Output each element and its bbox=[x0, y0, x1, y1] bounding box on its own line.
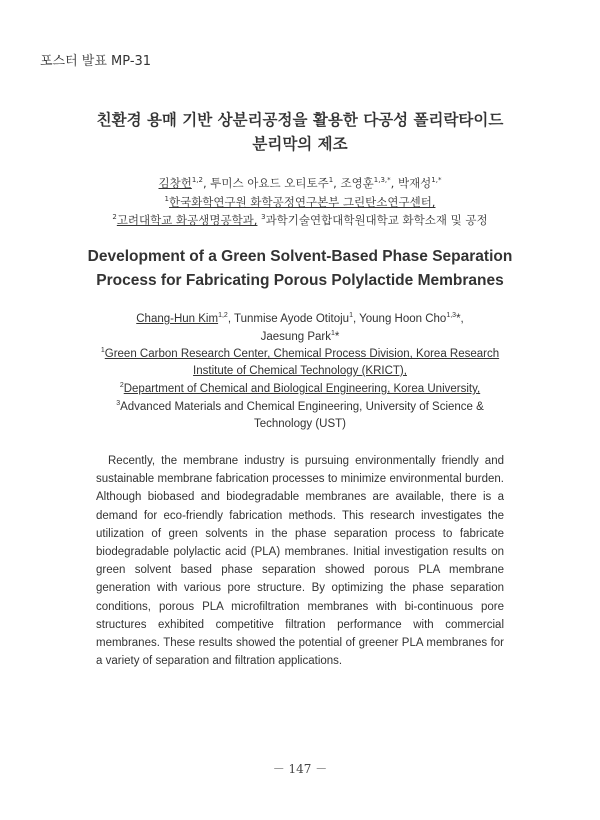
english-author-4: Jaesung Park bbox=[260, 331, 331, 343]
english-affiliation-1-line1 bbox=[0, 346, 600, 363]
sep: , bbox=[202, 176, 211, 190]
english-affiliation-2 bbox=[0, 381, 600, 398]
korean-title-line1: 친환경 용매 기반 상분리공정을 활용한 다공성 폴리락타이드 bbox=[96, 111, 504, 129]
english-affil1-text: Green Carbon Research Center, Chemical Process Division, Korea Research bbox=[104, 348, 500, 360]
korean-affil2-text: 고려대학교 화공생명공학과, bbox=[116, 213, 258, 227]
english-author-3: , Young Hoon Cho bbox=[352, 313, 447, 325]
korean-author-2-sup: 1 bbox=[328, 176, 334, 185]
korean-author-3: 조영훈 bbox=[340, 176, 374, 190]
korean-affiliation-1 bbox=[0, 194, 600, 210]
author-mark: * bbox=[334, 331, 340, 343]
english-affil3-text-2: Technology (UST) bbox=[253, 418, 347, 430]
affil-sup: 3 bbox=[116, 400, 121, 408]
korean-affil1-text: 한국화학연구원 화학공정연구본부 그린탄소연구센터, bbox=[168, 195, 436, 209]
korean-author-1-sup: 1,2 bbox=[191, 176, 203, 185]
affil-sup: 3 bbox=[261, 213, 266, 222]
affil-sup: 2 bbox=[119, 382, 124, 390]
affil-sup: 1 bbox=[164, 195, 169, 204]
english-affiliation-3-line1 bbox=[0, 399, 600, 416]
abstract-paragraph: Recently, the membrane industry is pursuing environmentally friendly and sustainable membrane fabrication processes to minimize environmental burden. Although biobased and biodegradable membranes are available, there is a demand for eco-friendly fabrication methods. This research investigates the utilization of green solvents in the phase separation process to fabricate biodegradable polylactic acid (PLA) membranes. Initial investigation results on green solvent based phase separation showed porous PLA membrane generation with various pore structure. By optimizing the phase separation conditions, porous PLA microfiltration membranes with bi-continuous pore structures exhibited competitive filtration performance with commercial membranes. These results showed the potential of greener PLA membranes for a variety of separation and filtration applications. bbox=[96, 455, 504, 668]
english-affiliation-3-line2 bbox=[0, 416, 600, 433]
korean-author-2: 투미스 아요드 오티토주 bbox=[210, 176, 329, 190]
english-title-line2: Process for Fabricating Porous Polylactide Membranes bbox=[96, 272, 504, 289]
affil-sup: 2 bbox=[112, 213, 117, 222]
korean-affiliation-2-3 bbox=[0, 212, 600, 228]
english-authors-line1 bbox=[0, 311, 600, 328]
korean-title-line2: 분리막의 제조 bbox=[252, 135, 348, 153]
sep: , bbox=[390, 176, 398, 190]
korean-author-4-sup: 1,* bbox=[431, 176, 442, 185]
author-sup: 1 bbox=[330, 330, 335, 338]
english-affil2-text: Department of Chemical and Biological Engineering, Korea University, bbox=[123, 383, 481, 395]
korean-author-1: 김창헌 bbox=[158, 176, 192, 190]
page-number: － 147 － bbox=[272, 762, 328, 776]
korean-author-4: 박재성 bbox=[397, 176, 432, 190]
english-authors-line2 bbox=[0, 329, 600, 346]
author-mark: *, bbox=[456, 313, 464, 325]
abstract bbox=[96, 452, 504, 670]
english-author-2: , Tunmise Ayode Otitoju bbox=[227, 313, 350, 325]
author-sup: 1 bbox=[349, 312, 353, 320]
english-affil3-text: Advanced Materials and Chemical Engineering, University of Science & bbox=[120, 401, 484, 413]
sep: , bbox=[333, 176, 341, 190]
session-label: 포스터 발표 MP-31 bbox=[40, 54, 152, 69]
author-sup: 1,3 bbox=[446, 312, 457, 320]
english-affil1-text-2: Institute of Chemical Technology (KRICT), bbox=[193, 365, 407, 377]
english-title-line1: Development of a Green Solvent-Based Phase Separation bbox=[87, 248, 513, 265]
affil-sup: 1 bbox=[100, 347, 105, 355]
korean-affil3-text: 과학기술연합대학원대학교 화학소재 및 공정 bbox=[265, 213, 488, 227]
korean-authors bbox=[0, 175, 600, 191]
korean-author-3-sup: 1,3,* bbox=[373, 176, 391, 185]
english-affiliation-1-line2 bbox=[0, 363, 600, 380]
english-author-1: Chang-Hun Kim bbox=[136, 313, 219, 325]
author-sup: 1,2 bbox=[218, 312, 228, 320]
